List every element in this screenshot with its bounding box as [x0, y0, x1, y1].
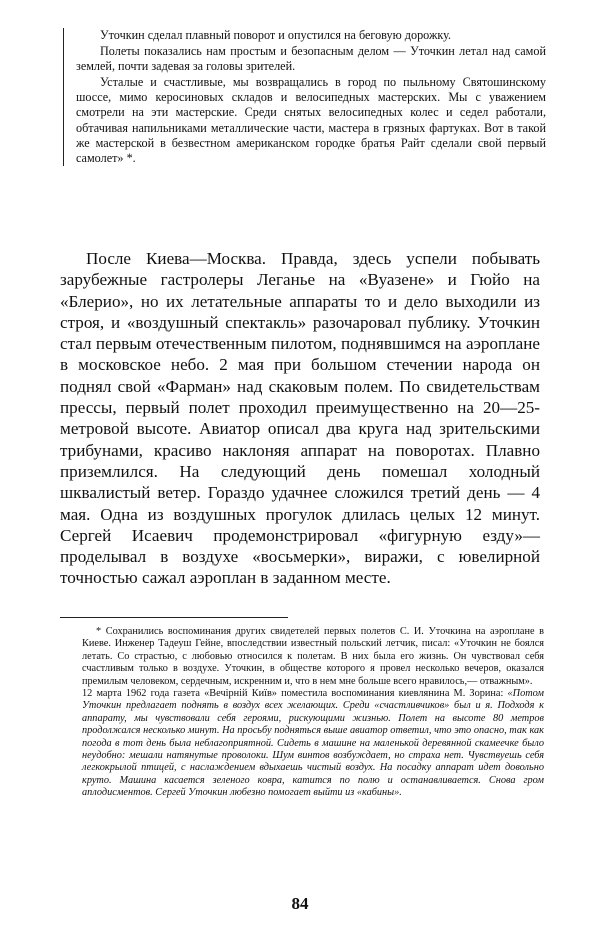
- page-number: 84: [291, 894, 309, 913]
- footnote-2-lead: 12 марта 1962 года газета «Вечірній Київ» поместила воспоминания киевлянина М. Зорина:: [82, 688, 508, 700]
- footnote-1: * Сохранились воспоминания других свидетелей первых полетов С. И. Уточкина на аэроплане в Киеве. Инженер Тадеуш Гейне, впоследствии известный польский летчик, писал: «Уточкин не боялся летать. Со страстью, с любовью относился к полетам. В них была его жизнь. Он чувствовал себя счастливым только в воздухе. Уточкин, в обществе которого я провел несколько вечеров, оказался премилым человеком, сердечным, искренним и, что в нем мне больше всего нравилось,— отважным».: [82, 626, 544, 687]
- footnote-2: [82, 688, 544, 800]
- main-body-text: [60, 248, 540, 589]
- quote-paragraph-1: Уточкин сделал плавный поворот и опустился на беговую дорожку.: [100, 28, 452, 42]
- footnote-2-quote: «Потом Уточкин предлагает поднять в воздух всех желающих. Среди «счастливчиков» был и я. Подходя к аппарату, мы чувствовали себя героями, рискующими жизнью. Полет на высоте 80 метров продолжался несколько минут. На просьбу подняться выше авиатор ответил, что это опасно, так как погода в тот день была неблагоприятной. Сидеть в машине на маленькой деревянной скамеечке было неудобно: мешали натянутые проволоки. Шум винтов возбуждает, но страха нет. Чувствуешь себя легкокрылой птицей, с наслаждением вдыхаешь чистый воздух. На посадку аппарат идет довольно круто. Машина касается зеленого ковра, катится по полю и останавливается. Снова гром аплодисментов. Сергей Уточкин любезно помогает выйти из «кабины».: [82, 688, 544, 799]
- quote-paragraph-3: Усталые и счастливые, мы возвращались в город по пыльному Святошинскому шоссе, мимо керосиновых складов и велосипедных мастерских. Мы с уважением смотрели на эти мастерские. Среди снятых велосипедных колес и седел работали, обтачивая напильниками металлические части, мастера в грязных фартуках. Вот в такой же мастерской в безвестном американском городке братья Райт сделали свой первый самолет» *.: [76, 75, 546, 165]
- main-paragraph: После Киева—Москва. Правда, здесь успели побывать зарубежные гастролеры Леганье на «Вуазене» и Гюйо на «Блерио», но их летательные аппараты то и дело выходили из строя, и «воздушный спектакль» разочаровал публику. Уточкин стал первым отечественным пилотом, поднявшимся на аэроплане в московское небо. 2 мая при большом стечении народа он поднял свой «Фарман» над скаковым полем. По свидетельствам прессы, первый полет проходил преимущественно на 20—25-метровой высоте. Авиатор описал два круга над зрительскими трибунами, красиво наклоняя аппарат на поворотах. Плавно приземлился. На следующий день помешал холодный шквалистый ветер. Гораздо удачнее сложился третий день — 4 мая. Одна из воздушных прогулок длилась целых 12 минут. Сергей Исаевич продемонстрировал «фигурную езду»—проделывал в воздухе «восьмерки», виражи, с ювелирной точностью сажал аэроплан в заданном месте.: [60, 249, 540, 588]
- quoted-passage: [63, 28, 546, 166]
- footnotes: [82, 626, 544, 800]
- footnote-divider: [60, 617, 288, 618]
- quote-paragraph-2: Полеты показались нам простым и безопасным делом — Уточкин летал над самой землей, почти задевая за головы зрителей.: [76, 44, 546, 74]
